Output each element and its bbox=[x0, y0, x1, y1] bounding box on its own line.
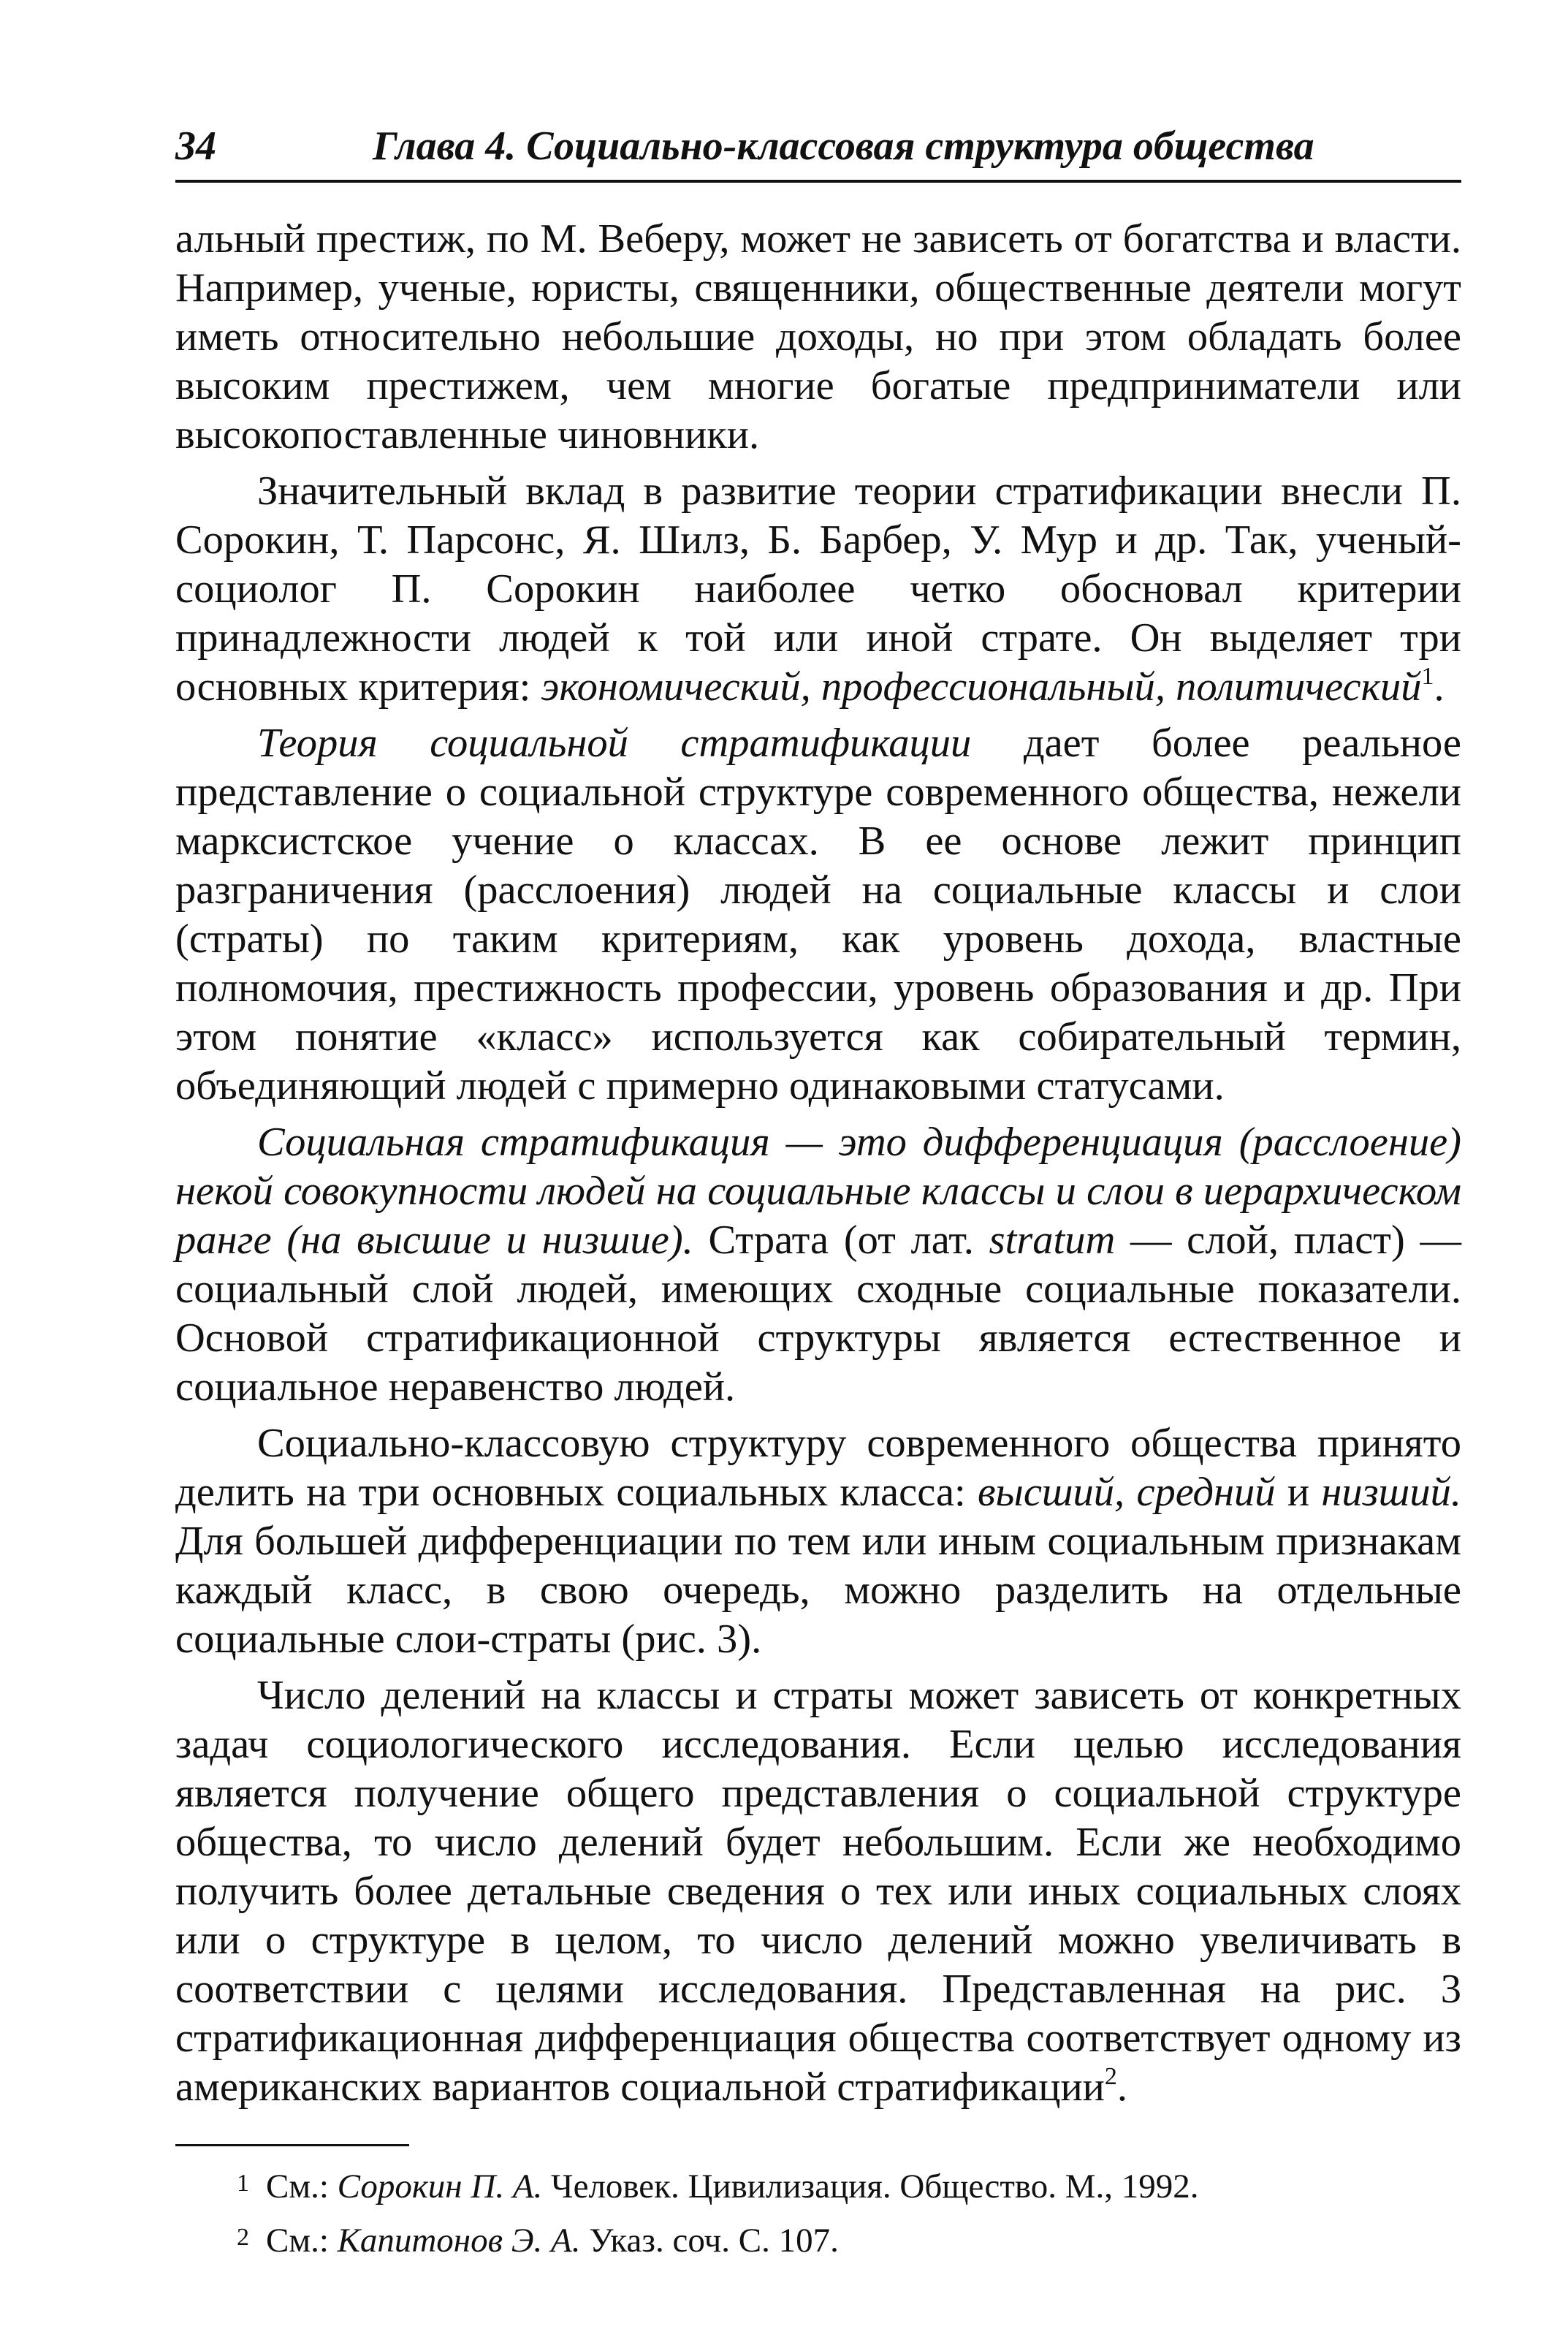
text-run: Значительный вклад в развитие теории стратификации внесли П. Сорокин, Т. Парсонс, Я. Шилз, Б. Барбер, У. Мур и др. Так, ученый-социолог П. Сорокин наиболее четко обосновал критерии принадлежности людей к той или иной страте. Он выделяет три основных критерия: bbox=[175, 468, 1461, 710]
footnote bbox=[175, 2214, 1461, 2268]
footnote-reference: 2 bbox=[1104, 2063, 1117, 2090]
body-text bbox=[175, 215, 1461, 2112]
italic-text: Сорокин П. А. bbox=[337, 2167, 543, 2205]
footnote bbox=[175, 2159, 1461, 2214]
text-run: — слой, пласт) — социальный слой людей, имеющих сходные социальные показатели. Основой стратификационной структуры является естественное и социальное неравенство людей. bbox=[175, 1217, 1461, 1410]
footnotes bbox=[175, 2159, 1461, 2268]
footnote-text bbox=[240, 2222, 839, 2260]
text-run: дает более реальное представление о социальной структуре современного общества, нежели марксистское учение о классах. В ее основе лежит принцип разграничения (расслоения) людей на социальные классы и слои (страты) по таким критериям, как уровень дохода, властные полномочия, престижность профессии, уровень образования и др. При этом понятие «класс» используется как собирательный термин, объединяющий людей с примерно одинаковыми статусами. bbox=[175, 721, 1461, 1109]
text-run: Число делений на классы и страты может зависеть от конкретных задач социологического исследования. Если целью исследования является получение общего представления о социальной структуре общества, то число делений будет небольшим. Если же необходимо получить более детальные сведения о тех или иных социальных слоях или о структуре в целом, то число делений можно увеличивать в соответствии с целями исследования. Представленная на рис. 3 стратификационная дифференциация общества соответствует одному из американских вариантов социальной стратификации bbox=[175, 1673, 1461, 2110]
footnote-divider bbox=[175, 2144, 409, 2146]
paragraph bbox=[175, 215, 1461, 460]
footnote-mark: 2 bbox=[237, 2224, 249, 2251]
italic-text: экономический, профессиональный, политический bbox=[541, 664, 1422, 710]
page-header bbox=[175, 110, 1461, 183]
running-title: Глава 4. Социально-классовая структура общества bbox=[373, 124, 1314, 169]
book-page bbox=[175, 110, 1461, 2268]
text-run: См.: bbox=[266, 2222, 338, 2260]
italic-text: stratum bbox=[989, 1217, 1116, 1263]
paragraph bbox=[175, 1671, 1461, 2112]
italic-text: Социальная стратификация — это дифференциация (расслоение) некой совокупности людей на социальные классы и слои в иерархическом ранге (на высшие и низшие). bbox=[175, 1120, 1461, 1263]
text-run: альный престиж, по М. Веберу, может не зависеть от богатства и власти. Например, ученые, юристы, священники, общественные деятели могут иметь относительно небольшие доходы, но при этом обладать более высоким престижем, чем многие богатые предприниматели или высокопоставленные чиновники. bbox=[175, 216, 1461, 457]
text-run: Указ. соч. С. 107. bbox=[580, 2222, 839, 2260]
text-run: Страта (от лат. bbox=[693, 1217, 989, 1263]
paragraph bbox=[175, 1118, 1461, 1412]
italic-text: низший. bbox=[1321, 1470, 1461, 1515]
italic-text: Капитонов Э. А. bbox=[337, 2222, 581, 2260]
footnote-text bbox=[240, 2167, 1199, 2205]
footnote-reference: 1 bbox=[1421, 663, 1434, 690]
text-run: См.: bbox=[266, 2167, 338, 2205]
text-run: . bbox=[1116, 2064, 1128, 2110]
italic-text: Теория социальной стратификации bbox=[257, 721, 972, 766]
text-run: и bbox=[1275, 1470, 1322, 1515]
text-run: Социально-классовую структуру современного общества принято делить на три основных социальных класса: bbox=[175, 1421, 1461, 1515]
footnote-mark: 1 bbox=[237, 2170, 249, 2197]
page-number: 34 bbox=[175, 124, 216, 169]
paragraph bbox=[175, 719, 1461, 1111]
italic-text: высший, средний bbox=[978, 1470, 1276, 1515]
text-run: Для большей дифференциации по тем или иным социальным признакам каждый класс, в свою очередь, можно разделить на отдельные социальные слои-страты (рис. 3). bbox=[175, 1519, 1461, 1662]
paragraph bbox=[175, 467, 1461, 712]
text-run: . bbox=[1434, 664, 1445, 710]
paragraph bbox=[175, 1419, 1461, 1664]
text-run: Человек. Цивилизация. Общество. М., 1992. bbox=[542, 2167, 1199, 2205]
